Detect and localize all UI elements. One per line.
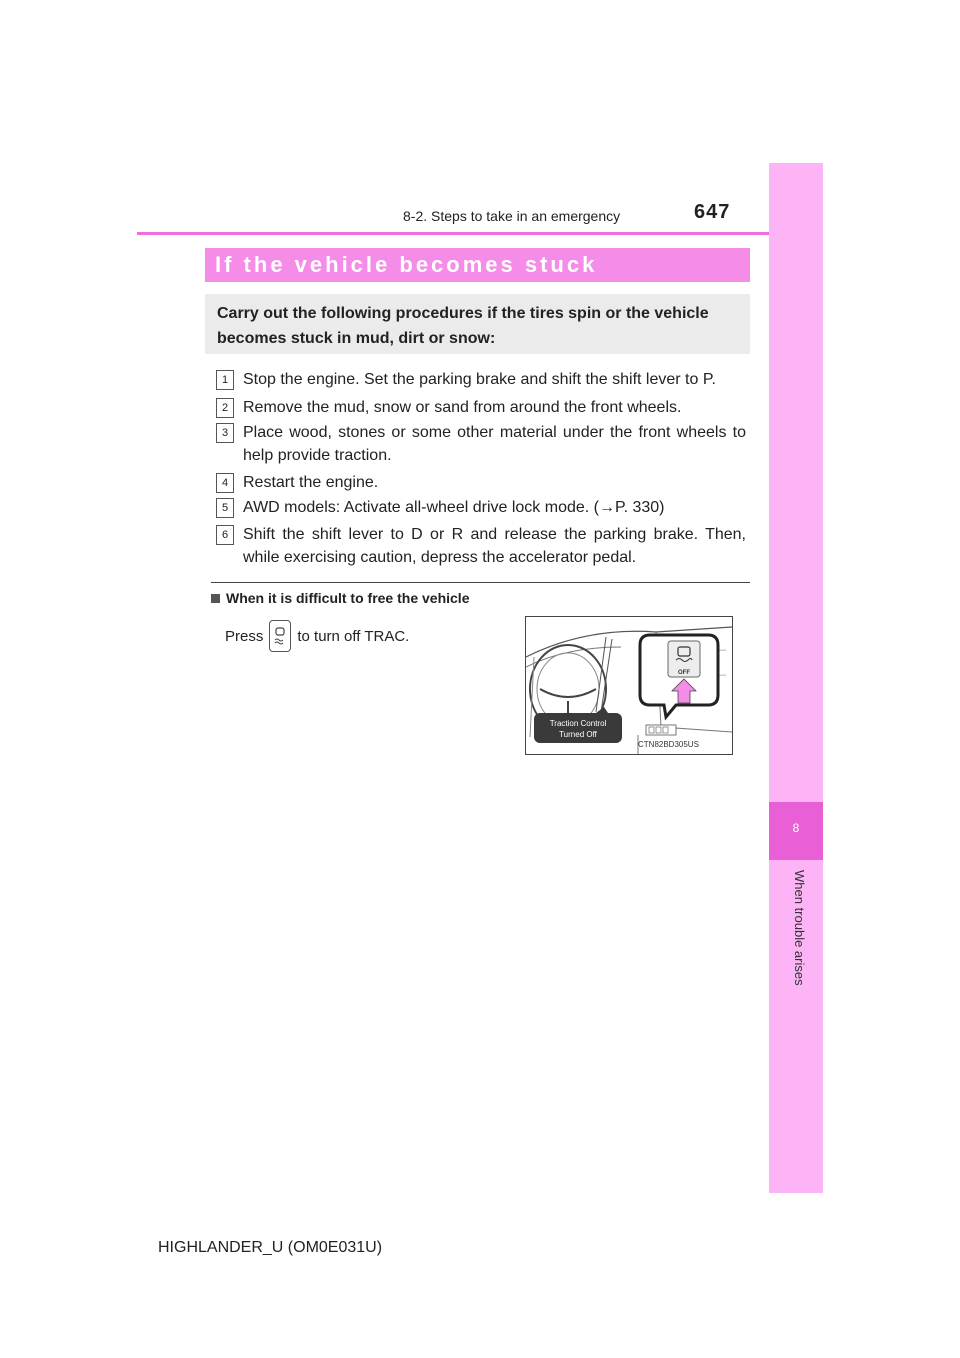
section-path: 8-2. Steps to take in an emergency xyxy=(403,208,621,224)
press-prefix: Press xyxy=(225,627,264,645)
section-title-bar xyxy=(205,248,750,282)
step-number: 5 xyxy=(216,498,234,518)
step-text: Restart the engine. xyxy=(243,474,379,491)
traction-message-line2: Turned Off xyxy=(559,730,597,739)
trac-off-button-icon xyxy=(269,620,291,652)
note-heading-text: When it is difficult to free the vehicle xyxy=(226,590,470,606)
page-number: 647 xyxy=(694,201,731,223)
square-bullet-icon xyxy=(211,594,220,603)
note-divider xyxy=(211,582,750,583)
step-text: Stop the engine. Set the parking brake and shift the shift lever to P. xyxy=(243,371,716,388)
header-rule xyxy=(137,232,823,235)
chapter-side-tab[interactable] xyxy=(769,163,823,1193)
note-heading xyxy=(211,590,469,606)
step-text: Shift the shift lever to D or R and release the parking brake. Then, while exercising caution, depress the accelerator pedal. xyxy=(243,526,746,566)
traction-control-figure xyxy=(525,616,733,755)
chapter-number-box[interactable] xyxy=(769,802,823,860)
step-number: 1 xyxy=(216,370,234,390)
intro-text: Carry out the following procedures if the tires spin or the vehicle becomes stuck in mud, dirt or snow: xyxy=(217,305,709,347)
chapter-title: When trouble arises xyxy=(792,870,807,986)
step-text: Place wood, stones or some other material under the front wheels to help provide traction. xyxy=(243,424,746,464)
step-number: 4 xyxy=(216,473,234,493)
footer-model-code: HIGHLANDER_U (OM0E031U) xyxy=(158,1239,383,1256)
step-number: 3 xyxy=(216,423,234,443)
figure-code: CTN82BD305US xyxy=(638,740,699,749)
step-text: AWD models: Activate all-wheel drive lock mode. (→P. 330) xyxy=(243,499,665,516)
traction-message-line1: Traction Control xyxy=(549,719,607,728)
step-number: 6 xyxy=(216,525,234,545)
press-instruction xyxy=(225,620,409,652)
chapter-number: 8 xyxy=(792,821,800,835)
press-suffix: to turn off TRAC. xyxy=(297,627,410,645)
intro-box xyxy=(205,294,750,354)
step-number: 2 xyxy=(216,398,234,418)
dashboard-illustration xyxy=(526,617,732,754)
off-button-label: OFF xyxy=(678,670,690,676)
section-title: If the vehicle becomes stuck xyxy=(215,252,598,277)
step-text: Remove the mud, snow or sand from around the front wheels. xyxy=(243,399,682,416)
